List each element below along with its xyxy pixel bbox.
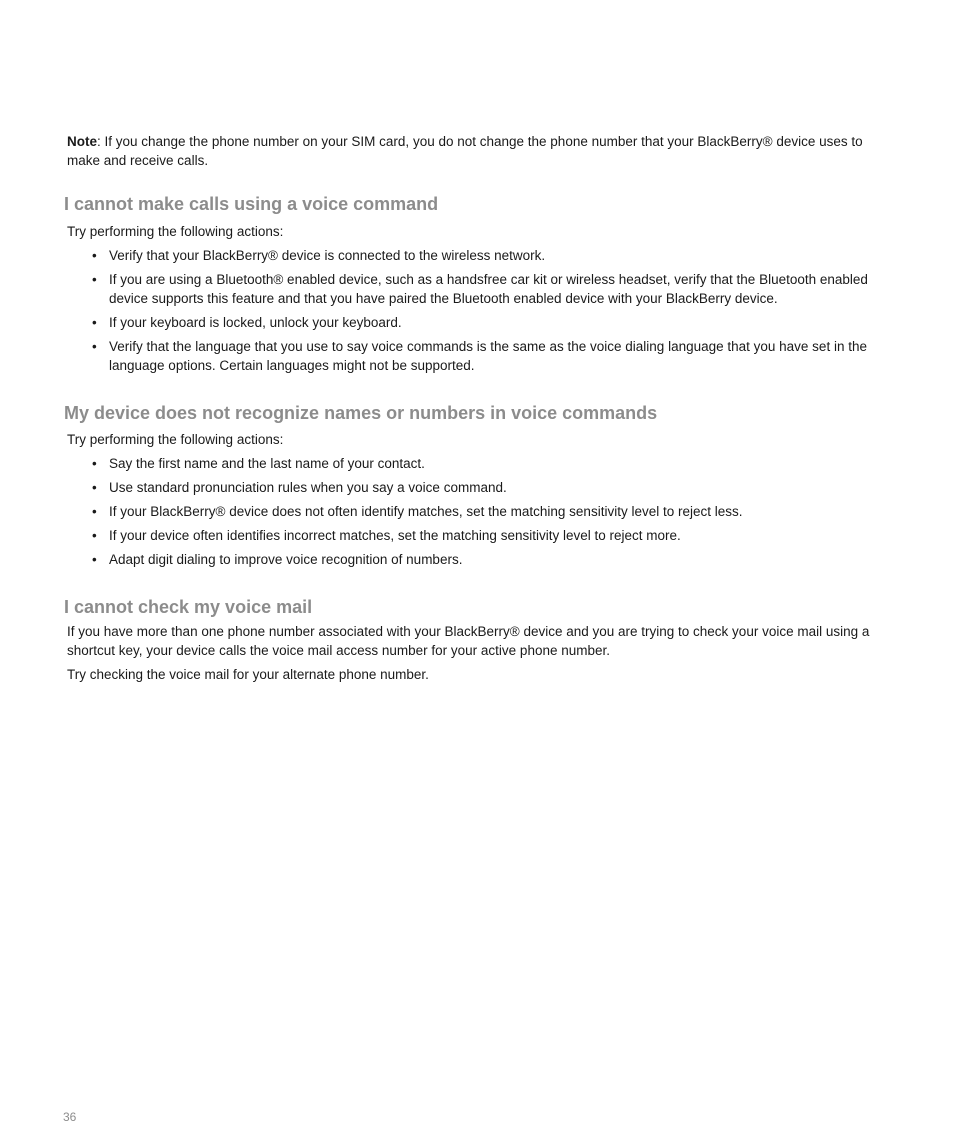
section-heading-voice-command-calls: I cannot make calls using a voice command xyxy=(64,194,439,214)
voice-mail-paragraph: Try checking the voice mail for your alternate phone number. xyxy=(67,667,429,682)
page-content xyxy=(64,132,882,684)
list-item xyxy=(92,337,882,375)
list-item xyxy=(92,454,882,473)
bullet-icon: • xyxy=(92,339,97,354)
list-item xyxy=(92,526,882,545)
list-item xyxy=(92,550,882,569)
list-item-text: Adapt digit dialing to improve voice recognition of numbers. xyxy=(109,552,463,567)
section-intro: Try performing the following actions: xyxy=(67,432,284,447)
list-item-text: If you are using a Bluetooth® enabled device, such as a handsfree car kit or wireless headset, verify that the Bluetooth enabled device supports this feature and that you have paired the Bluetooth enabled device with your BlackBerry device. xyxy=(109,272,868,306)
list-item xyxy=(92,313,882,332)
note-paragraph xyxy=(67,132,882,170)
note-text: : If you change the phone number on your SIM card, you do not change the phone number that your BlackBerry® device uses to make and receive calls. xyxy=(67,134,863,168)
list-item-text: Use standard pronunciation rules when you say a voice command. xyxy=(109,480,507,495)
list-item xyxy=(92,502,882,521)
list-item-text: Say the first name and the last name of your contact. xyxy=(109,456,425,471)
note-label: Note xyxy=(67,134,97,149)
bullet-icon: • xyxy=(92,480,97,495)
bullet-icon: • xyxy=(92,456,97,471)
section-heading-voice-mail: I cannot check my voice mail xyxy=(64,597,313,617)
bullet-list-voice-command-calls xyxy=(67,246,882,375)
bullet-icon: • xyxy=(92,272,97,287)
list-item-text: Verify that the language that you use to say voice commands is the same as the voice dialing language that you have set in the language options. Certain languages might not be supported. xyxy=(109,339,867,373)
section-intro: Try performing the following actions: xyxy=(67,224,284,239)
list-item-text: If your BlackBerry® device does not often identify matches, set the matching sensitivity level to reject less. xyxy=(109,504,743,519)
list-item-text: If your keyboard is locked, unlock your keyboard. xyxy=(109,315,402,330)
bullet-icon: • xyxy=(92,528,97,543)
bullet-icon: • xyxy=(92,315,97,330)
bullet-icon: • xyxy=(92,504,97,519)
bullet-list-recognize-names xyxy=(67,454,882,569)
list-item-text: If your device often identifies incorrect matches, set the matching sensitivity level to reject more. xyxy=(109,528,681,543)
page-number: 36 xyxy=(63,1110,77,1124)
list-item xyxy=(92,270,882,308)
section-heading-recognize-names: My device does not recognize names or numbers in voice commands xyxy=(64,403,658,423)
bullet-icon: • xyxy=(92,552,97,567)
list-item xyxy=(92,478,882,497)
bullet-icon: • xyxy=(92,248,97,263)
list-item xyxy=(92,246,882,265)
voice-mail-paragraph: If you have more than one phone number associated with your BlackBerry® device and you are trying to check your voice mail using a shortcut key, your device calls the voice mail access number for your active phone number. xyxy=(67,624,870,658)
list-item-text: Verify that your BlackBerry® device is connected to the wireless network. xyxy=(109,248,546,263)
